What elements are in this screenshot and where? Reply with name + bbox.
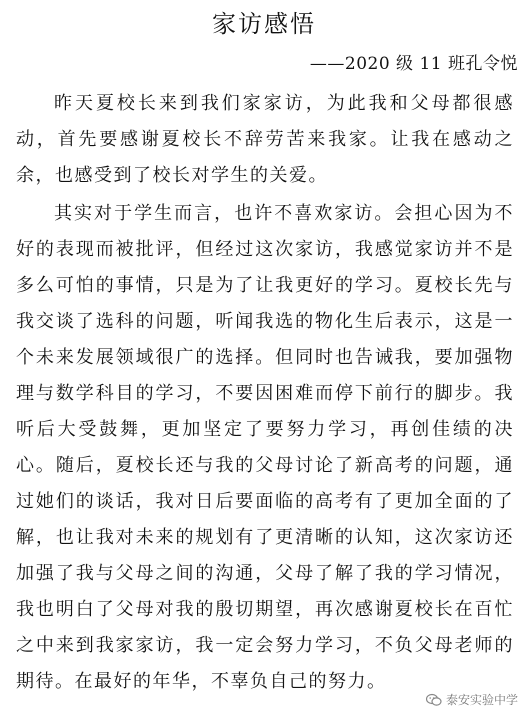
wechat-official-account-icon [426,693,442,707]
author-line: ——2020 级 11 班孔令悦 [309,54,518,74]
document-title: 家访感悟 [212,10,316,38]
paragraph-2: 其实对于学生而言，也许不喜欢家访。会担心因为不好的表现而被批评，但经过这次家访，我感觉家访并不是多么可怕的事情，只是为了让我更好的学习。夏校长先与我交谈了选科的问题，听闻我选的物化生后表示，这是一个未来发展领域很广的选择。但同时也告诫我，要加强物理与数学科目的学习，不要因困难而停下前行的脚步。我听后大受鼓舞，更加坚定了要努力学习，再创佳绩的决心。随后，夏校长还与我的父母讨论了新高考的问题，通过她们的谈话，我对日后要面临的高考有了更加全面的了解，也让我对未来的规划有了更清晰的认知，这次家访还加强了我与父母之间的沟通，父母了解了我的学习情况，我也明白了父母对我的殷切期望，再次感谢夏校长在百忙之中来到我家家访，我一定会努力学习，不负父母老师的期待。在最好的年华，不辜负自己的努力。 [16,203,514,692]
watermark-text: 泰安实验中学 [445,693,518,707]
paragraph-1: 昨天夏校长来到我们家家访，为此我和父母都很感动，首先要感谢夏校长不辞劳苦来我家。让我在感动之余，也感受到了校长对学生的关爱。 [16,93,514,186]
watermark [424,690,520,709]
